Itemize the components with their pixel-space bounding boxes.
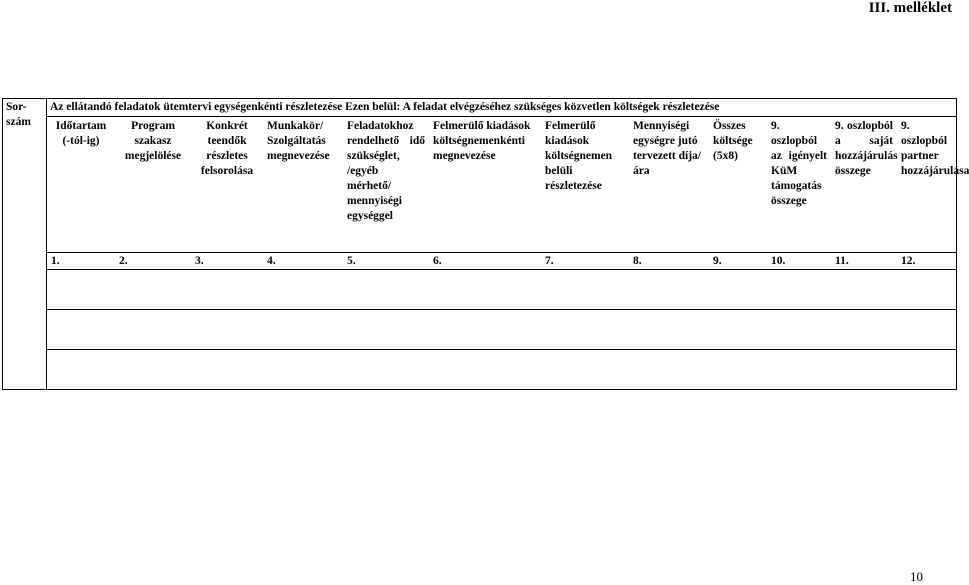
column-number: 7. xyxy=(545,255,554,267)
col-header-cost-details: Felmerülő kiadások költségnemen belüli részletezése xyxy=(545,120,613,192)
column-number: 9. xyxy=(713,255,722,267)
empty-data-row[interactable] xyxy=(47,270,957,310)
column-number: 1. xyxy=(51,255,60,267)
column-headers xyxy=(47,117,969,224)
col-header-total-cost: Összes költsége (5x8) xyxy=(713,120,753,162)
col-header-duration: Időtartam (-tól-ig) xyxy=(55,120,107,147)
column-number: 11. xyxy=(835,255,849,267)
column-number: 12. xyxy=(901,255,916,267)
col-header-job-service: Munkakör/ Szolgáltatás megnevezése xyxy=(267,120,330,162)
col-header-kum-support: 9. oszlopból az igényelt KüM támogatás összege xyxy=(771,120,827,207)
row-number-header xyxy=(3,99,47,390)
column-numbers xyxy=(47,253,957,269)
col-header-unit-price: Mennyiségi egységre jutó tervezett díja/ára xyxy=(633,120,702,177)
table-title: Az ellátandó feladatok ütemtervi egységenkénti részletezése Ezen belül: A feladat elvégzéséhez szükséges közvetlen költségek részletezése xyxy=(47,99,957,117)
col-header-own-contribution: 9. oszlopból a saját hozzájárulás összege xyxy=(835,120,898,177)
column-number: 3. xyxy=(195,255,204,267)
empty-data-row[interactable] xyxy=(47,350,957,390)
annex-label: III. melléklet xyxy=(868,0,952,16)
column-headers-cell xyxy=(47,117,969,253)
col-header-partner-contribution: 9. oszlopból partner hozzájárulása xyxy=(901,120,969,177)
col-header-program-phase: Program szakasz megjelölése xyxy=(124,120,182,162)
column-numbers-cell xyxy=(47,253,957,270)
column-number: 5. xyxy=(347,255,356,267)
column-number: 4. xyxy=(267,255,276,267)
column-number: 2. xyxy=(119,255,128,267)
col-header-cost-types: Felmerülő kiadások költségnemenkénti megnevezése xyxy=(433,120,531,162)
column-number: 6. xyxy=(433,255,442,267)
col-header-time-requirement: Feladatokhoz rendelhető idő szükséglet, /egyéb mérhető/ mennyiségi egységgel xyxy=(347,120,425,222)
cost-breakdown-table xyxy=(2,98,969,390)
column-number: 10. xyxy=(771,255,786,267)
row-number-header-label: Sor-szám xyxy=(6,101,31,128)
col-header-tasks: Konkrét teendők részletes felsorolása xyxy=(200,120,254,177)
page-number: 10 xyxy=(910,569,923,584)
empty-data-row[interactable] xyxy=(47,310,957,350)
column-number: 8. xyxy=(633,255,642,267)
